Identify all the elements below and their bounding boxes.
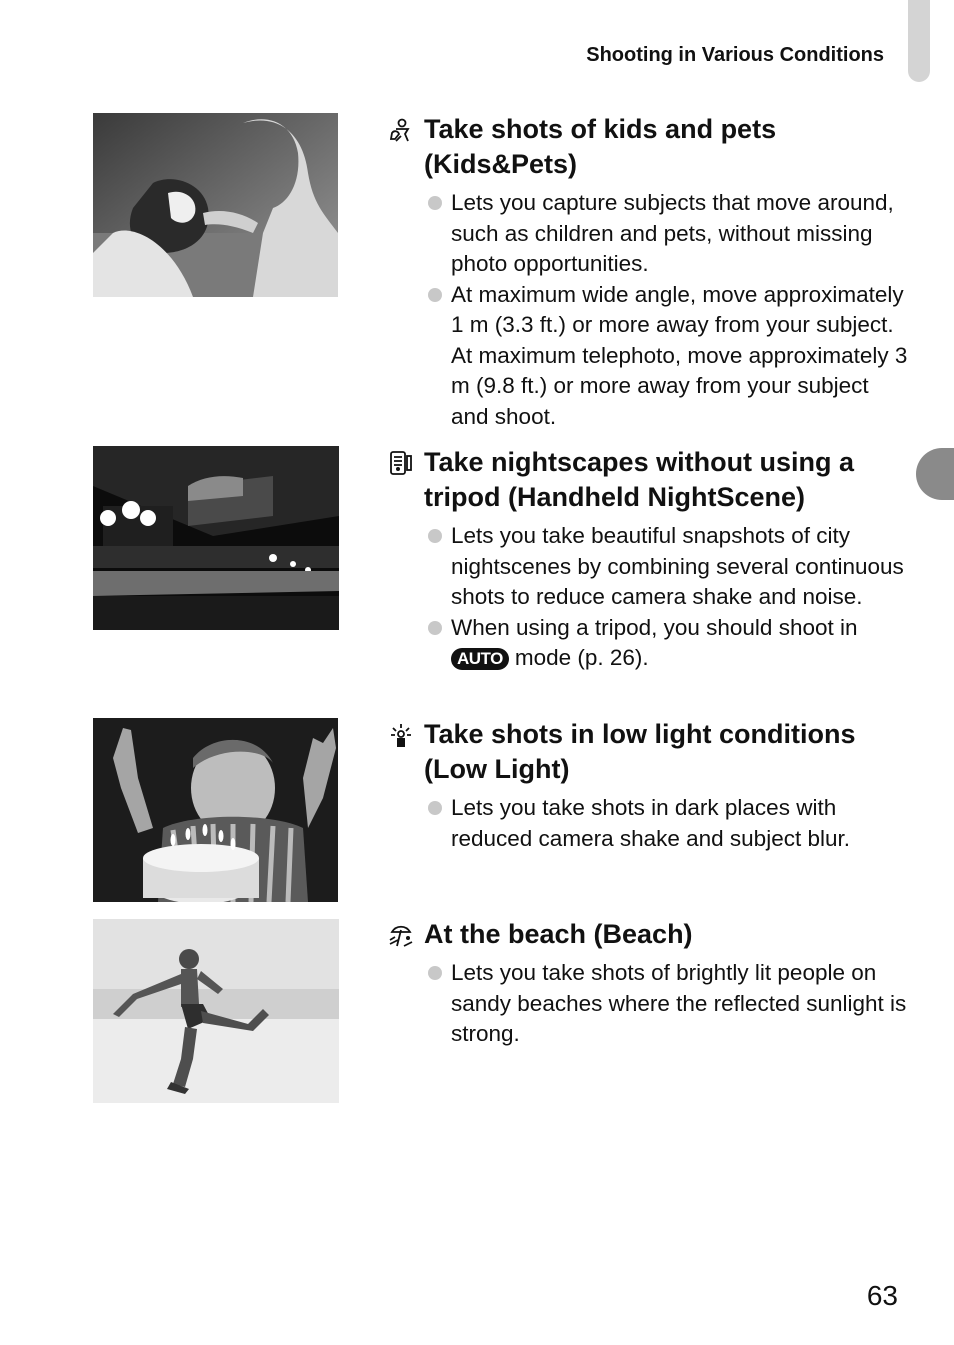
list-item (424, 613, 908, 674)
section-low-light (388, 717, 908, 854)
list-item (424, 793, 908, 854)
bullet-list (388, 958, 908, 1050)
section-title-line2: tripod (Handheld NightScene) (424, 482, 805, 512)
chapter-tab-side (916, 448, 954, 500)
bullet-text: When using a tripod, you should shoot in (451, 614, 858, 640)
bullet-dot (428, 196, 442, 210)
section-kids-pets (388, 112, 908, 432)
low-light-icon (388, 717, 424, 752)
list-item (424, 280, 908, 433)
section-title-line2: (Low Light) (424, 754, 570, 784)
bullet-list (388, 793, 908, 854)
bullet-text: At maximum wide angle, move approximately 1 m (3.3 ft.) or more away from your subject. At maximum telephoto, move approximately 3 m (9.8 ft.) or more away from your subject and shoot. (451, 281, 908, 429)
handheld-nightscene-icon (388, 445, 424, 480)
beach-icon (388, 917, 424, 952)
photo-low-light (93, 718, 338, 902)
auto-mode-icon: AUTO (451, 648, 509, 670)
running-header: Shooting in Various Conditions (586, 44, 884, 66)
section-beach (388, 917, 908, 1050)
photo-night-scene (93, 446, 339, 630)
photo-kids-pets (93, 113, 338, 297)
bullet-dot (428, 801, 442, 815)
section-handheld-nightscene (388, 445, 908, 674)
page-number: 63 (866, 1280, 898, 1311)
kids-pets-icon (388, 112, 424, 147)
section-title-line1: Take shots in low light conditions (424, 719, 856, 749)
bullet-list (388, 188, 908, 432)
section-title-line1: Take nightscapes without using a (424, 447, 855, 477)
section-heading (388, 717, 908, 787)
bullet-dot (428, 529, 442, 543)
bullet-text: Lets you take shots in dark places with reduced camera shake and subject blur. (451, 795, 850, 851)
bullet-text-tail: mode (p. 26). (514, 645, 649, 670)
bullet-text: Lets you capture subjects that move around, such as children and pets, without missing photo opportunities. (451, 190, 894, 276)
section-heading (388, 445, 908, 515)
photo-beach (93, 919, 339, 1103)
bullet-dot (428, 966, 442, 980)
list-item (424, 188, 908, 280)
bullet-text: Lets you take shots of brightly lit people on sandy beaches where the reflected sunlight is strong. (451, 960, 907, 1046)
bullet-list (388, 521, 908, 674)
bullet-dot (428, 288, 442, 302)
list-item (424, 521, 908, 613)
section-title-line1: At the beach (Beach) (424, 919, 693, 949)
section-heading (388, 112, 908, 182)
section-title-line1: Take shots of kids and pets (424, 114, 777, 144)
section-title-line2: (Kids&Pets) (424, 149, 578, 179)
bullet-text: Lets you take beautiful snapshots of city nightscenes by combining several continuous shots to reduce camera shake and noise. (451, 523, 904, 609)
chapter-tab-top (908, 0, 930, 82)
bullet-dot (428, 621, 442, 635)
section-heading (388, 917, 908, 952)
list-item (424, 958, 908, 1050)
